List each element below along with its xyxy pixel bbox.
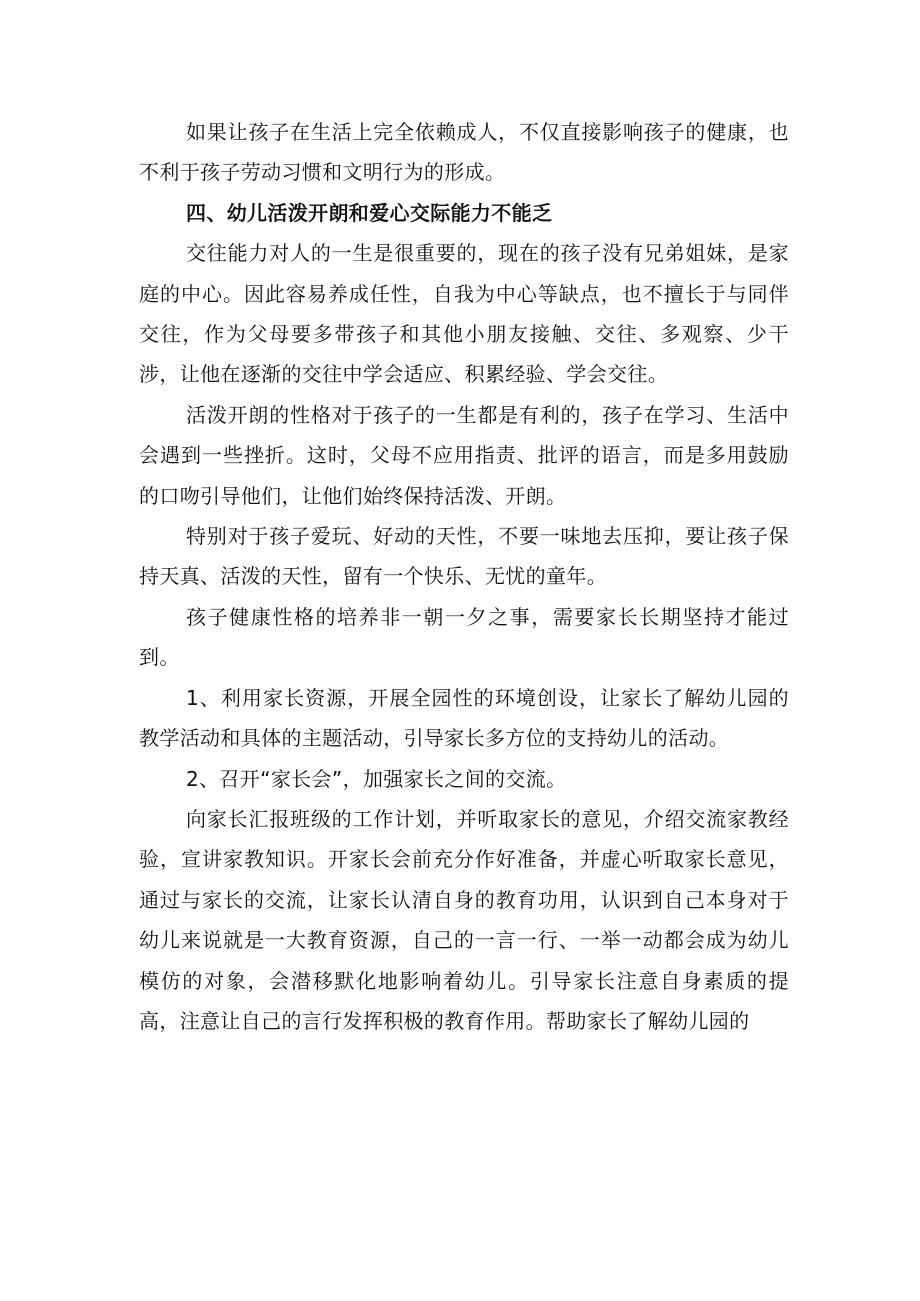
section-heading-4: 四、幼儿活泼开朗和爱心交际能力不能乏 — [186, 200, 553, 225]
list-item-2: 2、召开“家长会”，加强家长之间的交流。 — [186, 766, 567, 791]
paragraph-3: 活泼开朗的性格对于孩子的一生都是有利的，孩子在学习、生活中会遇到一些挫折。这时，父母不应用指责、批评的语言，而是多用鼓励的口吻引导他们，让他们始终保持活泼、开朗。 — [139, 402, 789, 508]
paragraph-5: 孩子健康性格的培养非一朝一夕之事，需要家长长期坚持才能过到。 — [139, 604, 789, 670]
paragraph-4: 特别对于孩子爱玩、好动的天性，不要一味地去压抑，要让孩子保持天真、活泼的天性，留有一个快乐、无忧的童年。 — [139, 524, 789, 589]
list-item-1: 1、利用家长资源，开展全园性的环境创设，让家长了解幼儿园的教学活动和具体的主题活动，引导家长多方位的支持幼儿的活动。 — [139, 685, 789, 751]
paragraph-1: 如果让孩子在生活上完全依赖成人，不仅直接影响孩子的健康，也不利于孩子劳动习惯和文明行为的形成。 — [139, 120, 789, 185]
document-body — [139, 112, 789, 1041]
paragraph-6: 向家长汇报班级的工作计划，并听取家长的意见，介绍交流家教经验，宣讲家教知识。开家长会前充分作好准备，并虚心听取家长意见，通过与家长的交流，让家长认清自身的教育功用，认识到自己本身对于幼儿来说就是一大教育资源，自己的一言一行、一举一动都会成为幼儿模仿的对象，会潜移默化地影响着幼儿。引导家长注意自身素质的提高，注意让自己的言行发挥积极的教育作用。帮助家长了解幼儿园的 — [139, 806, 789, 1033]
paragraph-2: 交往能力对人的一生是很重要的，现在的孩子没有兄弟姐妹，是家庭的中心。因此容易养成任性，自我为中心等缺点，也不擅长于与同伴交往，作为父母要多带孩子和其他小朋友接触、交往、多观察、少干涉，让他在逐渐的交往中学会适应、积累经验、学会交往。 — [139, 241, 789, 387]
